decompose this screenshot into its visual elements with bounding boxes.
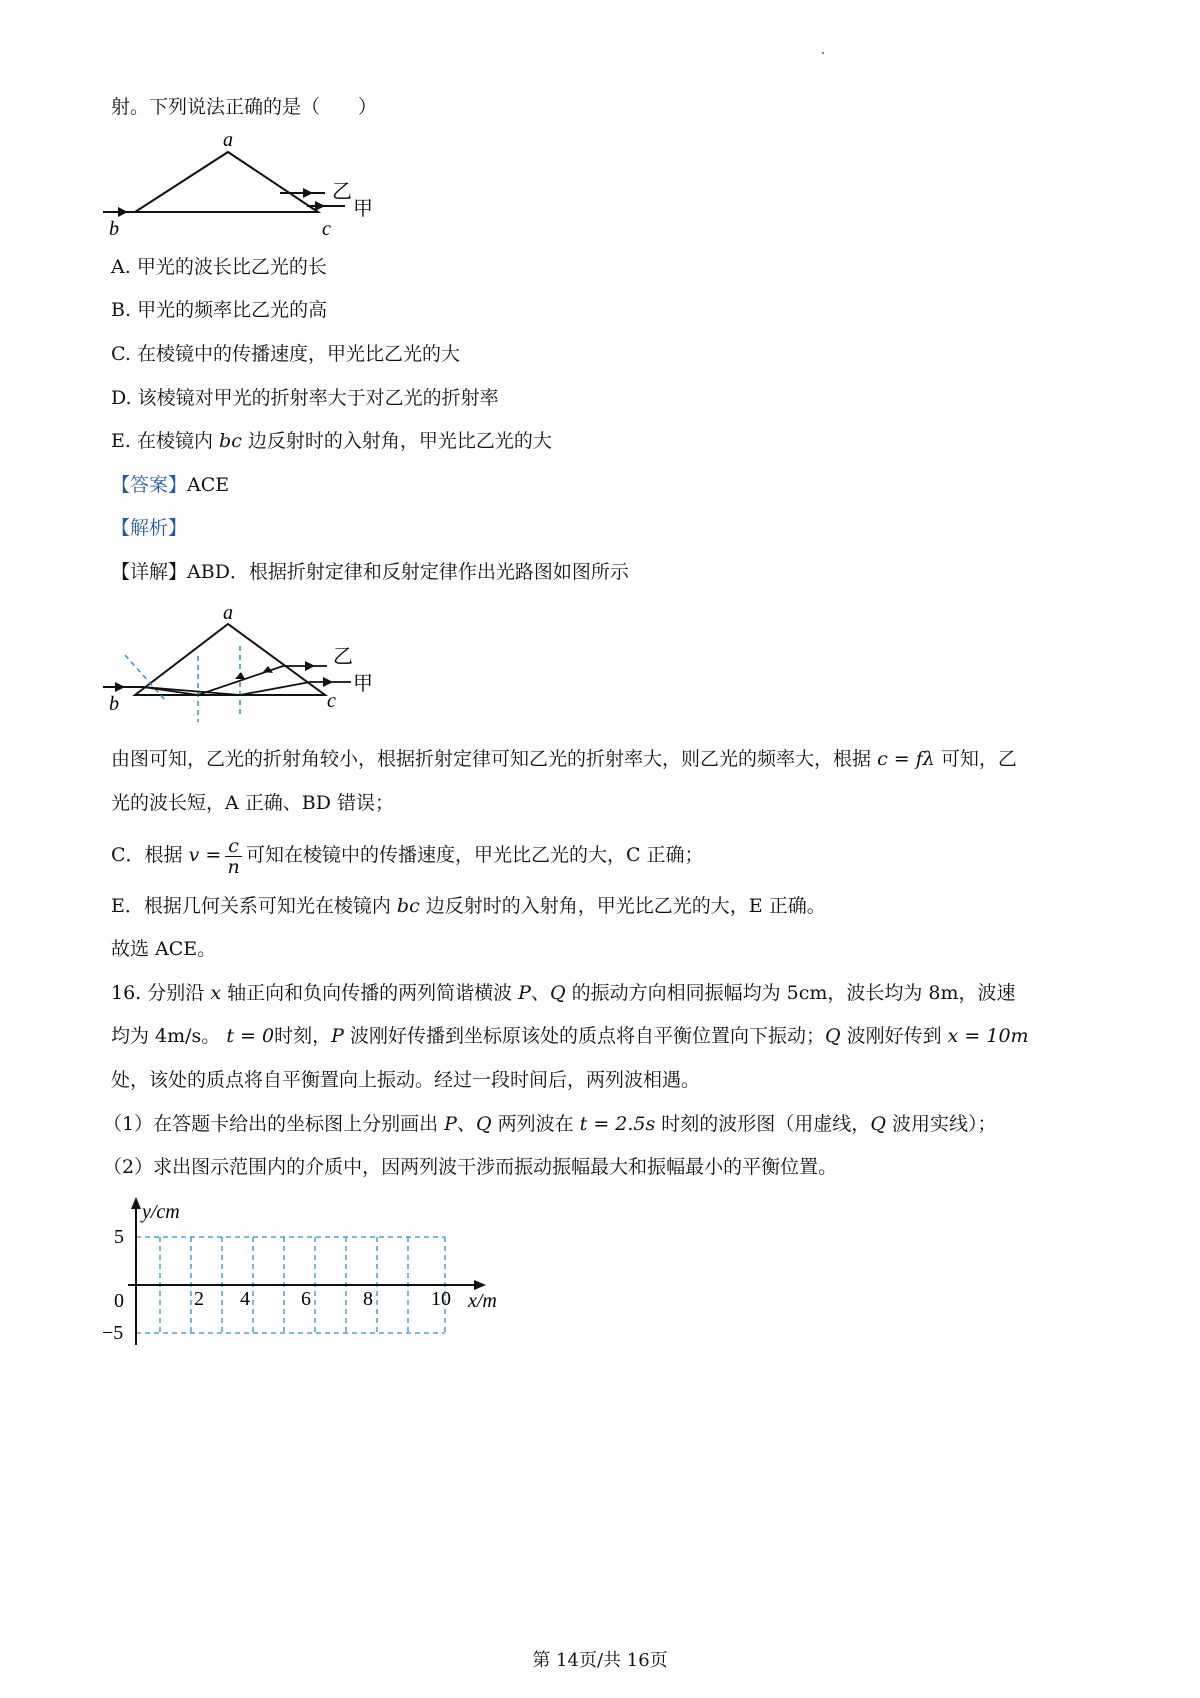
incident-arrow-2: [115, 682, 125, 692]
page-footer: 第 14页/共 16页: [532, 1650, 668, 1671]
option-c: C. 在棱镜中的传播速度，甲光比乙光的大: [111, 343, 460, 365]
x-tick-4: 4: [240, 1288, 250, 1310]
prism-figure-1: [95, 125, 395, 245]
label-a: a: [223, 129, 233, 151]
q16-part-2: （2）求出图示范围内的介质中，因两列波干涉而振动振幅最大和振幅最小的平衡位置。: [103, 1156, 838, 1178]
explain-line-3: C．根据 v = $\frac{c}{n}$ 可知在棱镜中的传播速度，甲光比乙光的大，C 正确；: [111, 834, 704, 878]
prism-triangle: [135, 152, 318, 212]
explain-line-4: E．根据几何关系可知光在棱镜内 bc 边反射时的入射角，甲光比乙光的大，E 正确。: [111, 895, 826, 917]
label-c-2: c: [327, 690, 336, 712]
ray-yi-arrow: [303, 188, 313, 198]
answer-line: 【答案】ACE: [111, 474, 230, 496]
x-tick-8: 8: [363, 1288, 373, 1310]
ray-path-jia: [143, 682, 351, 695]
q16-line-1: 16. 分别沿 x 轴正向和负向传播的两列简谐横波 P、Q 的振动方向相同振幅均为 5cm，波长均为 8m，波速: [111, 982, 1016, 1004]
speck: [822, 52, 824, 54]
option-a: A. 甲光的波长比乙光的长: [111, 256, 327, 278]
option-b: B. 甲光的频率比乙光的高: [111, 299, 328, 321]
option-d: D. 该棱镜对甲光的折射率大于对乙光的折射率: [111, 387, 499, 409]
x-axis-label: x/m: [468, 1290, 497, 1312]
label-c: c: [322, 218, 331, 240]
label-b-2: b: [109, 693, 119, 715]
q15-stem-tail: 射。下列说法正确的是（ ）: [111, 96, 378, 118]
origin-label: 0: [114, 1290, 124, 1312]
ray-path-yi: [143, 666, 327, 695]
q16-part-1: （1）在答题卡给出的坐标图上分别画出 P、Q 两列波在 t = 2.5s 时刻的波形图（用虚线，Q 波用实线）；: [103, 1113, 997, 1135]
label-jia-2: 甲: [353, 673, 373, 695]
x-tick-10: 10: [431, 1288, 451, 1310]
x-tick-2: 2: [194, 1288, 204, 1310]
incident-arrow: [118, 207, 128, 217]
explain-line-2: 光的波长短，A 正确、BD 错误；: [111, 792, 394, 814]
label-b: b: [109, 218, 119, 240]
x-tick-6: 6: [301, 1288, 311, 1310]
q16-line-2: 均为 4m/s。 t = 0时刻，P 波刚好传播到坐标原该处的质点将自平衡位置向下振动；Q 波刚好传到 x = 10m: [111, 1025, 1029, 1047]
y-axis-label: y/cm: [142, 1201, 180, 1223]
y-axis-arrow: [131, 1197, 141, 1209]
wave-graph: [100, 1195, 520, 1355]
q16-line-3: 处，该处的质点将自平衡置向上振动。经过一段时间后，两列波相遇。: [111, 1069, 701, 1091]
ray-arrow-jia: [323, 677, 333, 687]
label-a-2: a: [223, 602, 233, 624]
y-tick-neg5: −5: [102, 1322, 124, 1344]
x-axis-arrow: [474, 1280, 486, 1290]
y-tick-5: 5: [114, 1226, 124, 1248]
label-yi-2: 乙: [333, 646, 353, 668]
fraction-c-over-n: $\frac{c}{n}$: [225, 836, 242, 877]
explain-line-1: 由图可知，乙光的折射角较小，根据折射定律可知乙光的折射率大，则乙光的频率大，根据 c = fλ 可知，乙: [111, 748, 1017, 770]
label-jia: 甲: [353, 198, 373, 220]
label-yi: 乙: [332, 181, 352, 203]
detail-line: 【详解】ABD．根据折射定律和反射定律作出光路图如图所示: [111, 561, 629, 583]
ray-jia-arrow: [315, 201, 325, 211]
prism-figure-2: [95, 600, 395, 725]
explain-line-5: 故选 ACE。: [111, 938, 217, 960]
ray-arrow-yi: [305, 661, 315, 671]
analysis-tag: 【解析】: [111, 517, 188, 539]
option-e: E. 在棱镜内 bc 边反射时的入射角，甲光比乙光的大: [111, 430, 552, 452]
